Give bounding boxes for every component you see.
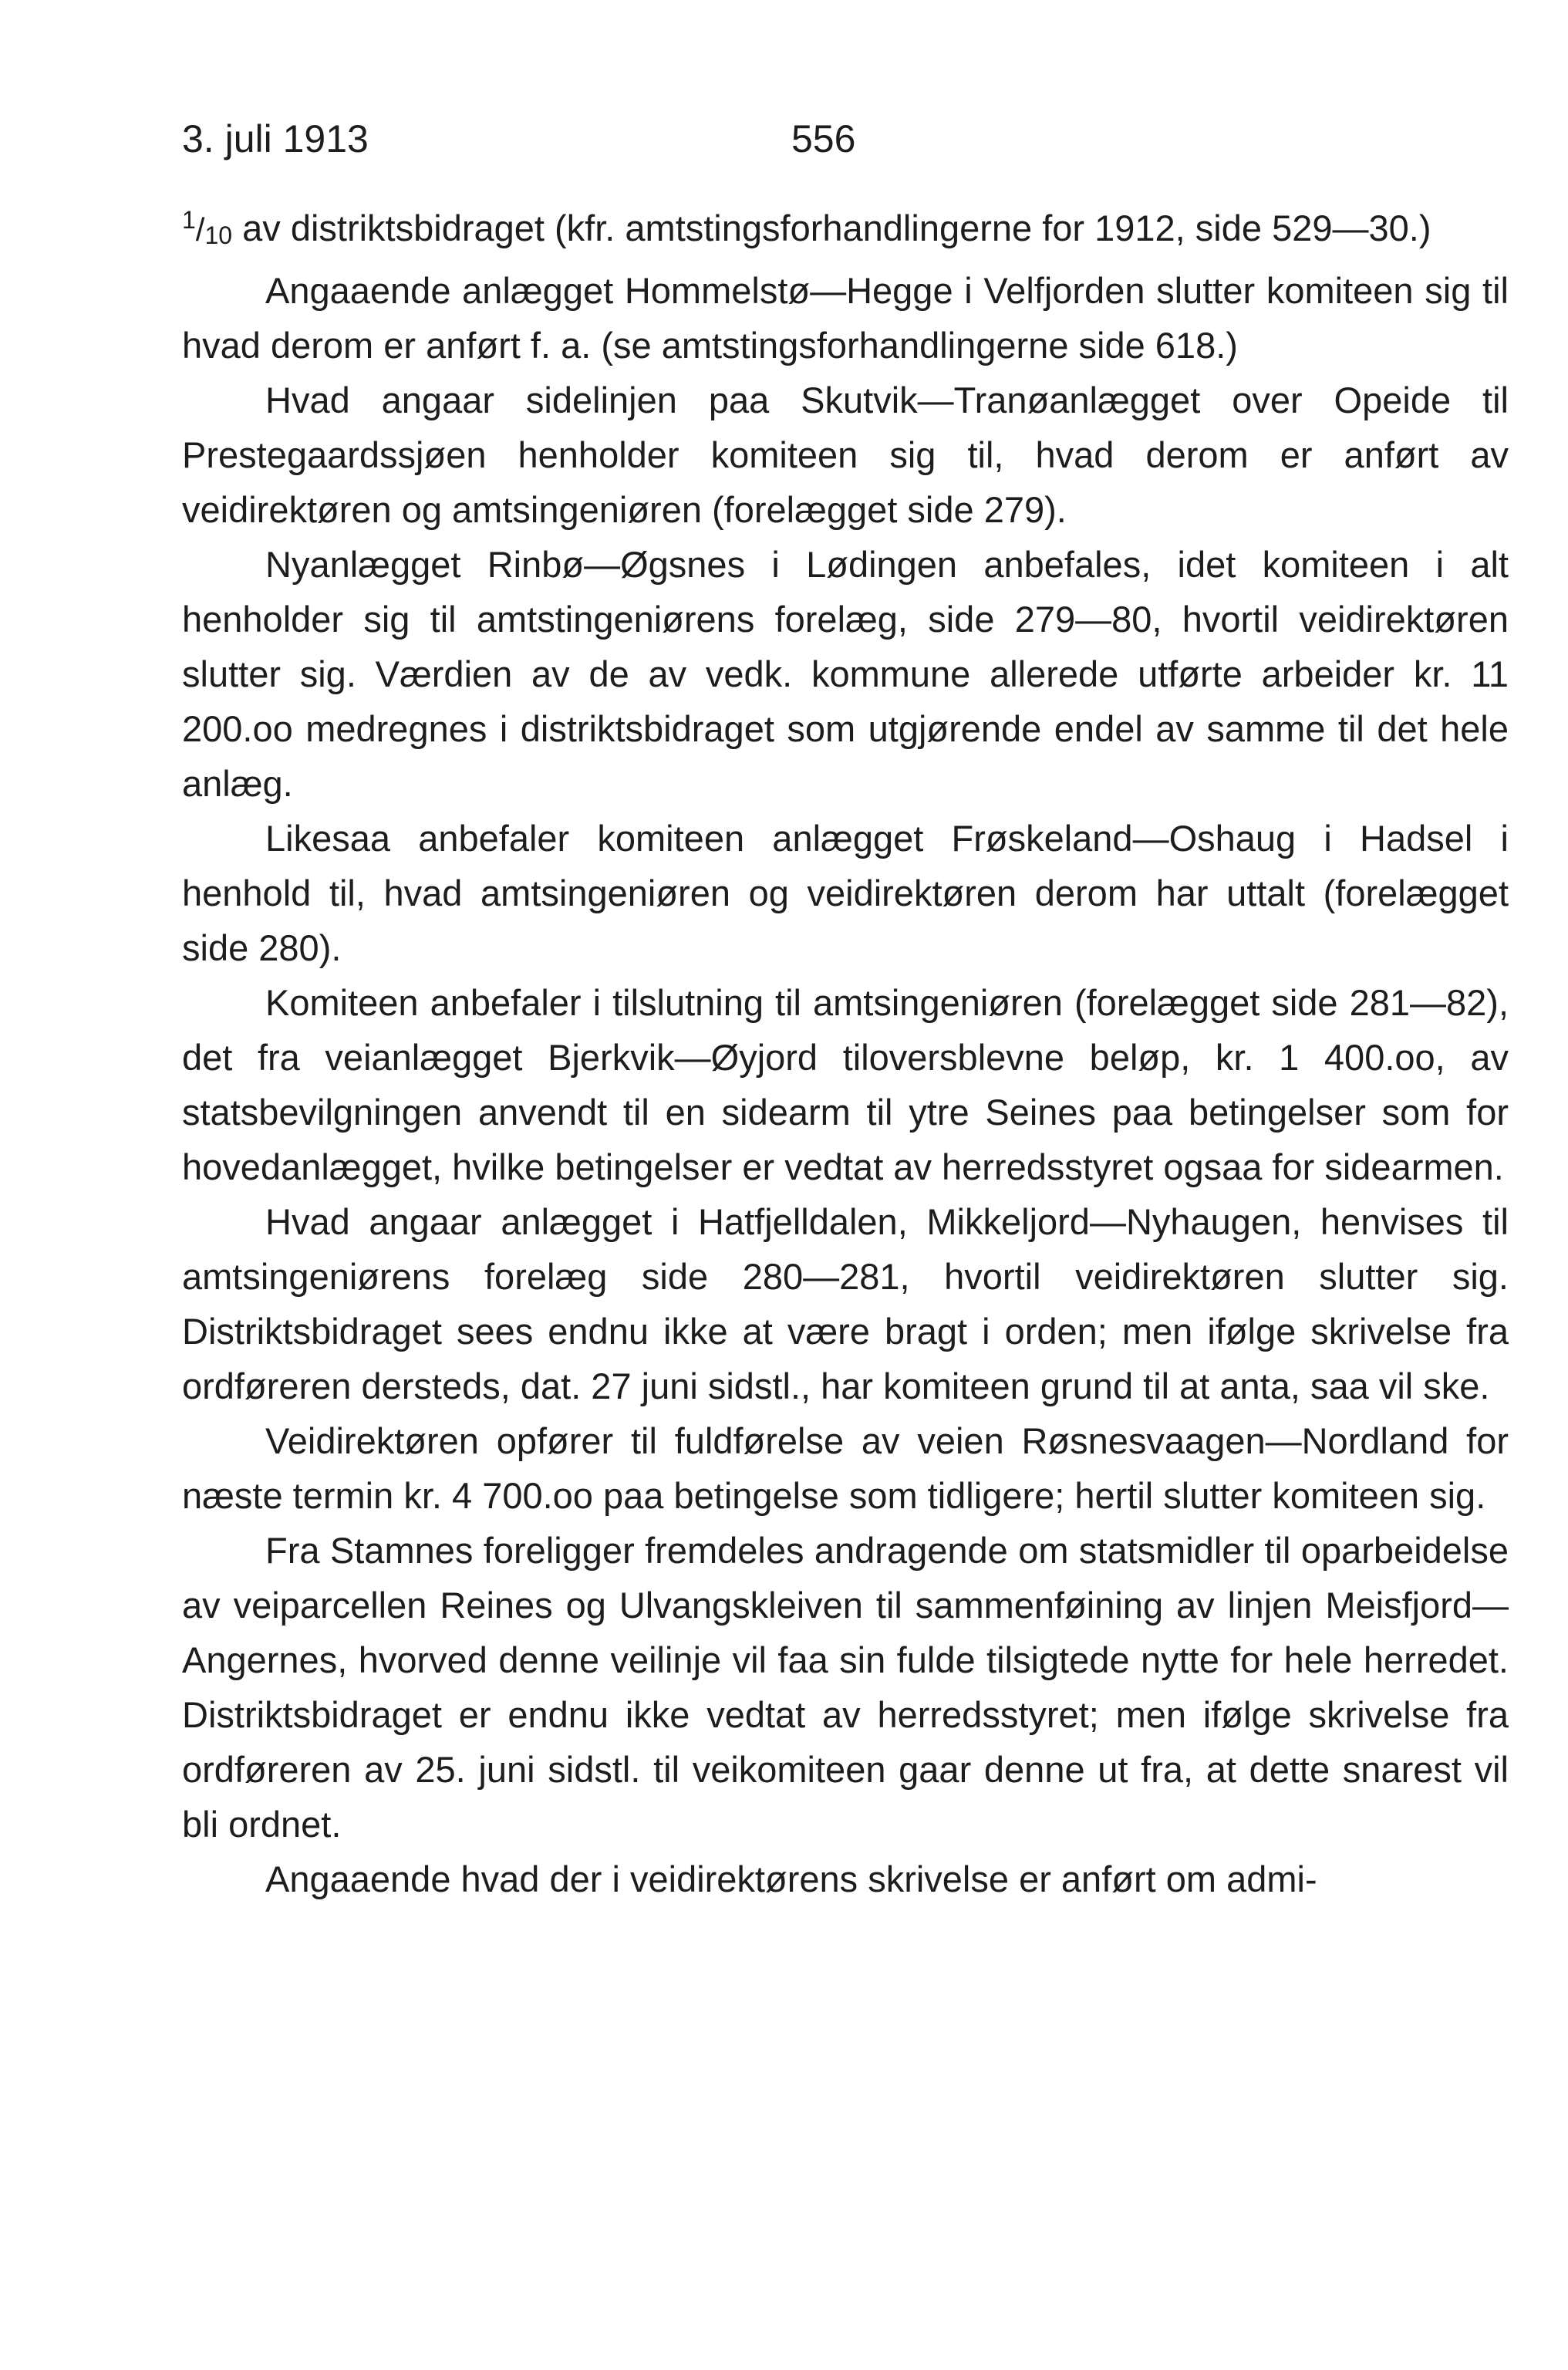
fraction-numerator: 1: [182, 206, 196, 234]
paragraph-8: Veidirektøren opfører til fuldførelse av veien Røsnesvaagen—Nordland for næste termin kr. 4 700.oo paa betingelse som tidligere; hertil slutter komiteen sig.: [182, 1420, 1509, 1516]
paragraph-4: Nyanlægget Rinbø—Øgsnes i Lødingen anbefales, idet komiteen i alt henholder sig til amtstingeniørens forelæg, side 279—80, hvortil veidirektøren slutter sig. Værdien av de av vedk. kommune allerede utførte arbeider kr. 11 200.oo medregnes i distriktsbidraget som utgjørende endel av samme til det hele anlæg.: [182, 544, 1509, 804]
paragraph-10: Angaaende hvad der i veidirektørens skrivelse er anført om admi-: [265, 1859, 1317, 1899]
paragraph-2: Angaaende anlægget Hommelstø—Hegge i Velfjorden slutter komiteen sig til hvad derom er anført f. a. (se amtstingsforhandlingerne side 618.): [182, 270, 1509, 366]
paragraph-6: Komiteen anbefaler i tilslutning til amtsingeniøren (forelægget side 281—82), det fra veianlægget Bjerkvik—Øyjord tiloversblevne beløp, kr. 1 400.oo, av statsbevilgningen anvendt til en sidearm til ytre Seines paa betingelser som for hovedanlægget, hvilke betingelser er vedtat av herredsstyret ogsaa for sidearmen.: [182, 982, 1509, 1187]
fraction-denominator: 10: [204, 221, 233, 249]
paragraph-5: Likesaa anbefaler komiteen anlægget Frøskeland—Oshaug i Hadsel i henhold til, hvad amtsingeniøren og veidirektøren derom har uttalt (forelægget side 280).: [182, 818, 1509, 968]
body-text: [182, 193, 1509, 1906]
paragraph-1: [182, 193, 1509, 263]
paragraph-7: Hvad angaar anlægget i Hatfjelldalen, Mikkeljord—Nyhaugen, henvises til amtsingeniørens forelæg side 280—281, hvortil veidirektøren slutter sig. Distriktsbidraget sees endnu ikke at være bragt i orden; men ifølge skrivelse fra ordføreren dersteds, dat. 27 juni sidstl., har komiteen grund til at anta, saa vil ske.: [182, 1201, 1509, 1406]
fraction: $^1/_{10}$: [182, 206, 233, 249]
page-header: [182, 108, 1509, 170]
paragraph-3: Hvad angaar sidelinjen paa Skutvik—Tranøanlægget over Opeide til Prestegaardssjøen henholder komiteen sig til, hvad derom er anført av veidirektøren og amtsingeniøren (forelægget side 279).: [182, 380, 1509, 530]
paragraph-9: Fra Stamnes foreligger fremdeles andragende om statsmidler til oparbeidelse av veiparcellen Reines og Ulvangskleiven til sammenføining av linjen Meisfjord—Angernes, hvorved denne veilinje vil faa sin fulde tilsigtede nytte for hele herredet. Distriktsbidraget er endnu ikke vedtat av herredsstyret; men ifølge skrivelse fra ordføreren av 25. juni sidstl. til veikomiteen gaar denne ut fra, at dette snarest vil bli ordnet.: [182, 1530, 1509, 1845]
header-date: 3. juli 1913: [182, 117, 369, 160]
paragraph-1-text: av distriktsbidraget (kfr. amtstingsforhandlingerne for 1912, side 529—30.): [242, 208, 1431, 248]
page-number: 556: [791, 117, 856, 160]
